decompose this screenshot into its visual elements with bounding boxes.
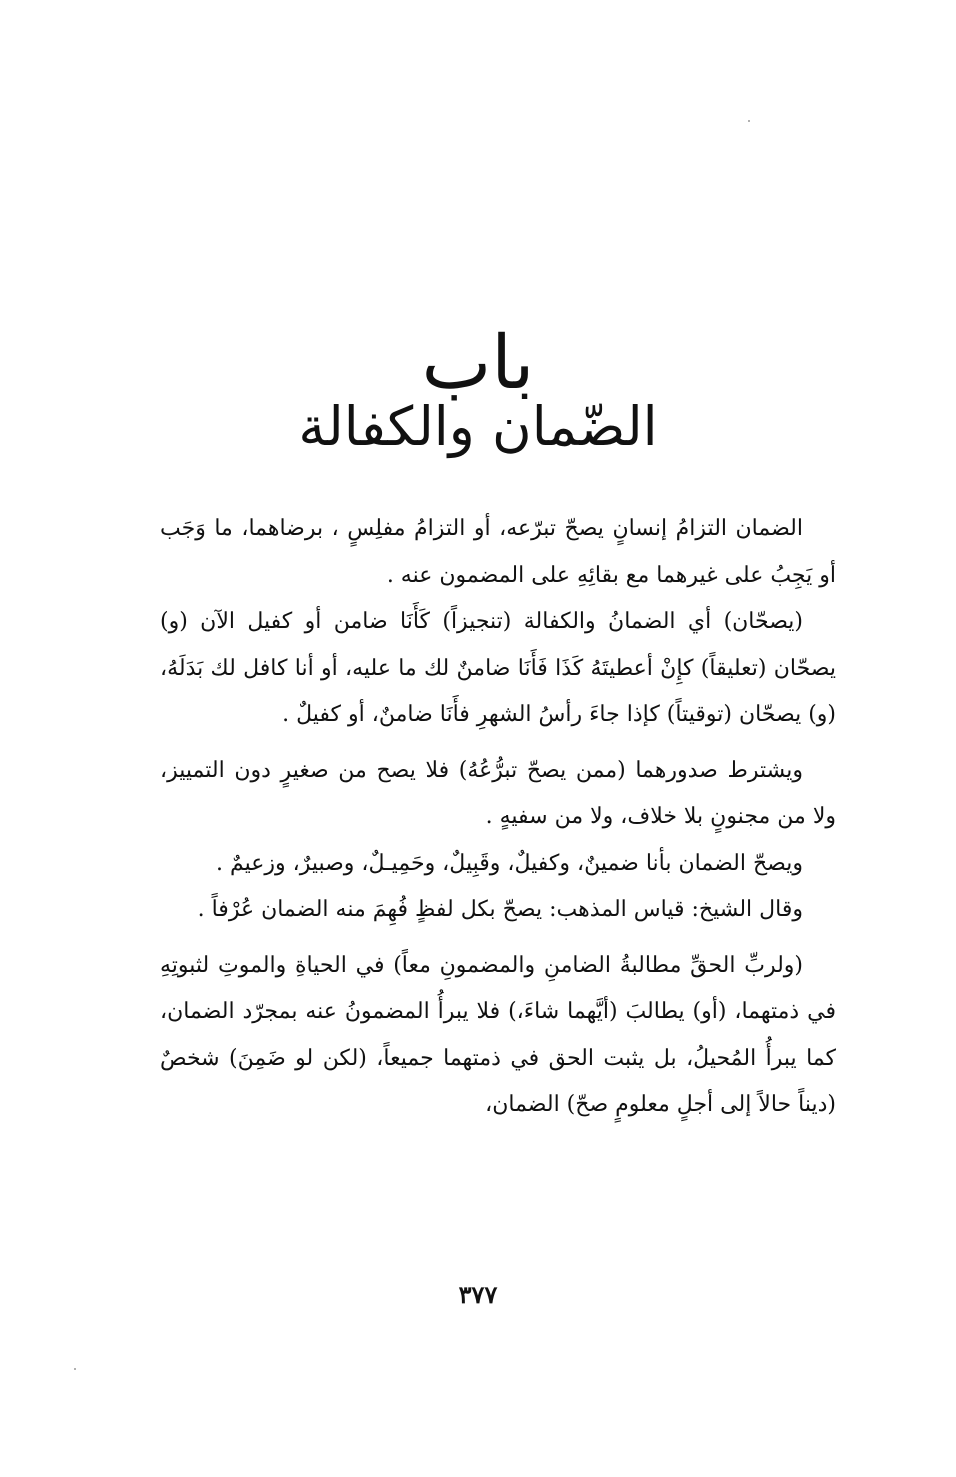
paragraph: الضمان التزامُ إنسانٍ يصحّ تبرّعه، أو التزامُ مفلِسٍ ، برضاهما، ما وَجَب أو يَجِبُ على غيرهما مع بقائِهِ على المضمون عنه . xyxy=(160,516,836,588)
paragraph: وقال الشيخ: قياس المذهب: يصحّ بكل لفظٍ فُهِمَ منه الضمان عُرْفاً . xyxy=(197,897,803,922)
body-text xyxy=(160,506,836,1129)
scan-speck xyxy=(748,120,750,122)
paragraph: (ولربِّ الحقِّ مطالبةُ الضامنِ والمضمونِ معاً) في الحياةِ والموتِ لثبوتِهِ في ذمتهما، (أو) يطالبَ (أيَّهما شاءَ،) فلا يبرأُ المضمونُ عنه بمجرّد الضمان، كما يبرأُ المُحيلُ، بل يثبت الحق في ذمتهما جميعاً، (لكن لو ضَمِنَ) شخصٌ (ديناً حالاً إلى أجلٍ معلومٍ صحّ) الضمان، xyxy=(160,952,836,1117)
paragraph: ويصحّ الضمان بأنا ضمينٌ، وكفيلٌ، وقَبِيلٌ، وحَمِيـلٌ، وصبيرٌ، وزعيمٌ . xyxy=(215,850,803,876)
scan-speck xyxy=(74,1368,76,1370)
chapter-title: الضّمان والكفالة xyxy=(298,395,658,458)
page-number: ٣٧٧ xyxy=(458,1280,498,1309)
paragraph: (يصحّان) أي الضمانُ والكفالة (تنجيزاً) كَأَنَا ضامن أو كفيل الآن (و) يصحّان (تعليقاً) كإِنْ أعطيتَهُ كَذَا فَأَنَا ضامنٌ لك ما عليه، أو أنا كافل لك بَدَلَهُ، (و) يصحّان (توقيتاً) كإذا جاءَ رأسُ الشهرِ فأَنَا ضامنٌ، أو كفيلٌ . xyxy=(160,609,836,727)
chapter-heading: باب xyxy=(421,320,535,406)
paragraph: ويشترط صدورهما (ممن يصحّ تبرُّعُهُ) فلا يصح من صغيرٍ دون التمييز، ولا من مجنونٍ بلا خلاف، ولا من سفيهٍ . xyxy=(160,757,836,829)
